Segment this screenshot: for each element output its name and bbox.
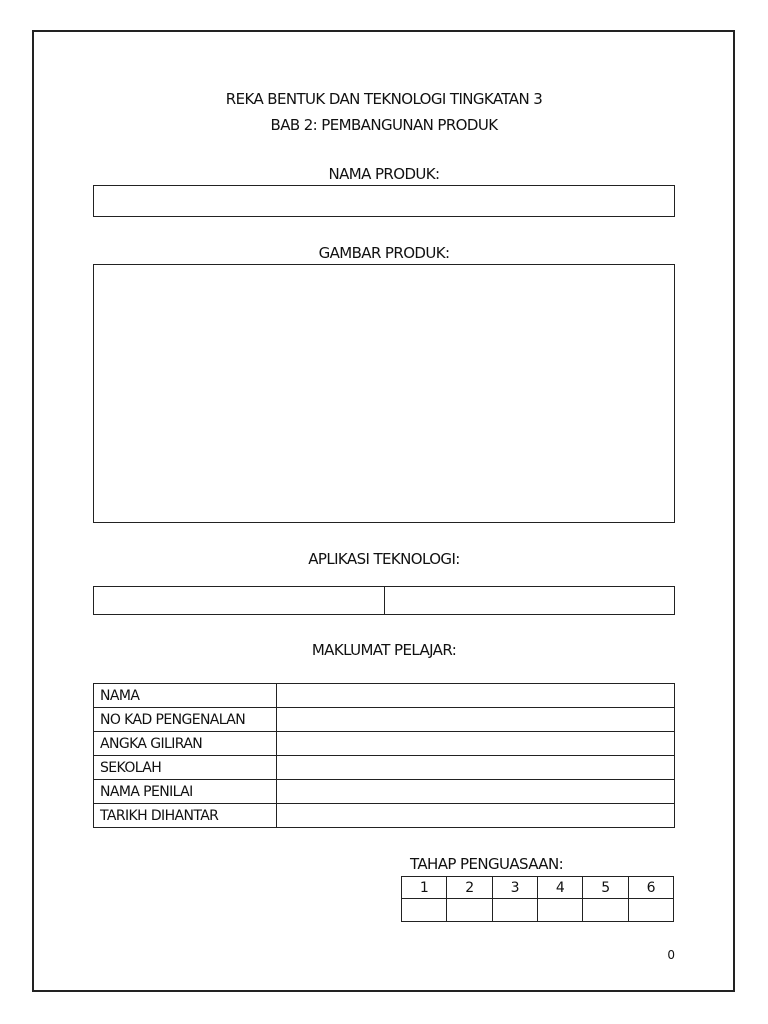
technology-application-label: APLIKASI TEKNOLOGI: (308, 550, 460, 568)
technology-application-table (93, 586, 675, 615)
level-header-2: 2 (447, 877, 492, 899)
mastery-level-table (401, 876, 674, 922)
level-header-4: 4 (537, 877, 582, 899)
table-row (94, 756, 675, 780)
student-info-label: MAKLUMAT PELAJAR: (311, 641, 457, 659)
field-label-ic-number: NO KAD PENGENALAN (94, 708, 277, 732)
field-value-school[interactable] (276, 756, 674, 780)
level-header-6: 6 (628, 877, 673, 899)
field-value-submission-date[interactable] (276, 804, 674, 828)
field-label-index-number: ANGKA GILIRAN (94, 732, 277, 756)
level-header-1: 1 (402, 877, 447, 899)
level-score-3[interactable] (492, 899, 537, 922)
table-row (94, 684, 675, 708)
field-label-nama: NAMA (94, 684, 277, 708)
page-number: 0 (667, 948, 675, 962)
level-score-6[interactable] (628, 899, 673, 922)
student-info-table (93, 683, 675, 828)
field-label-submission-date: TARIKH DIHANTAR (94, 804, 277, 828)
table-row (94, 732, 675, 756)
field-value-index-number[interactable] (276, 732, 674, 756)
level-score-1[interactable] (402, 899, 447, 922)
table-row (94, 780, 675, 804)
product-image-label: GAMBAR PRODUK: (318, 244, 450, 262)
level-score-5[interactable] (583, 899, 628, 922)
field-value-assessor[interactable] (276, 780, 674, 804)
table-row (94, 804, 675, 828)
technology-application-cell-1[interactable] (94, 587, 385, 615)
document-subtitle: BAB 2: PEMBANGUNAN PRODUK (270, 116, 498, 134)
field-value-ic-number[interactable] (276, 708, 674, 732)
product-name-field[interactable] (93, 185, 675, 217)
mastery-level-label: TAHAP PENGUASAAN: (410, 855, 564, 873)
document-title: REKA BENTUK DAN TEKNOLOGI TINGKATAN 3 (225, 90, 543, 108)
table-row (94, 708, 675, 732)
field-value-nama[interactable] (276, 684, 674, 708)
level-score-4[interactable] (537, 899, 582, 922)
technology-application-cell-2[interactable] (384, 587, 675, 615)
field-label-school: SEKOLAH (94, 756, 277, 780)
level-header-5: 5 (583, 877, 628, 899)
product-image-area[interactable] (93, 264, 675, 523)
product-name-label: NAMA PRODUK: (328, 165, 440, 183)
level-score-2[interactable] (447, 899, 492, 922)
field-label-assessor: NAMA PENILAI (94, 780, 277, 804)
level-header-3: 3 (492, 877, 537, 899)
